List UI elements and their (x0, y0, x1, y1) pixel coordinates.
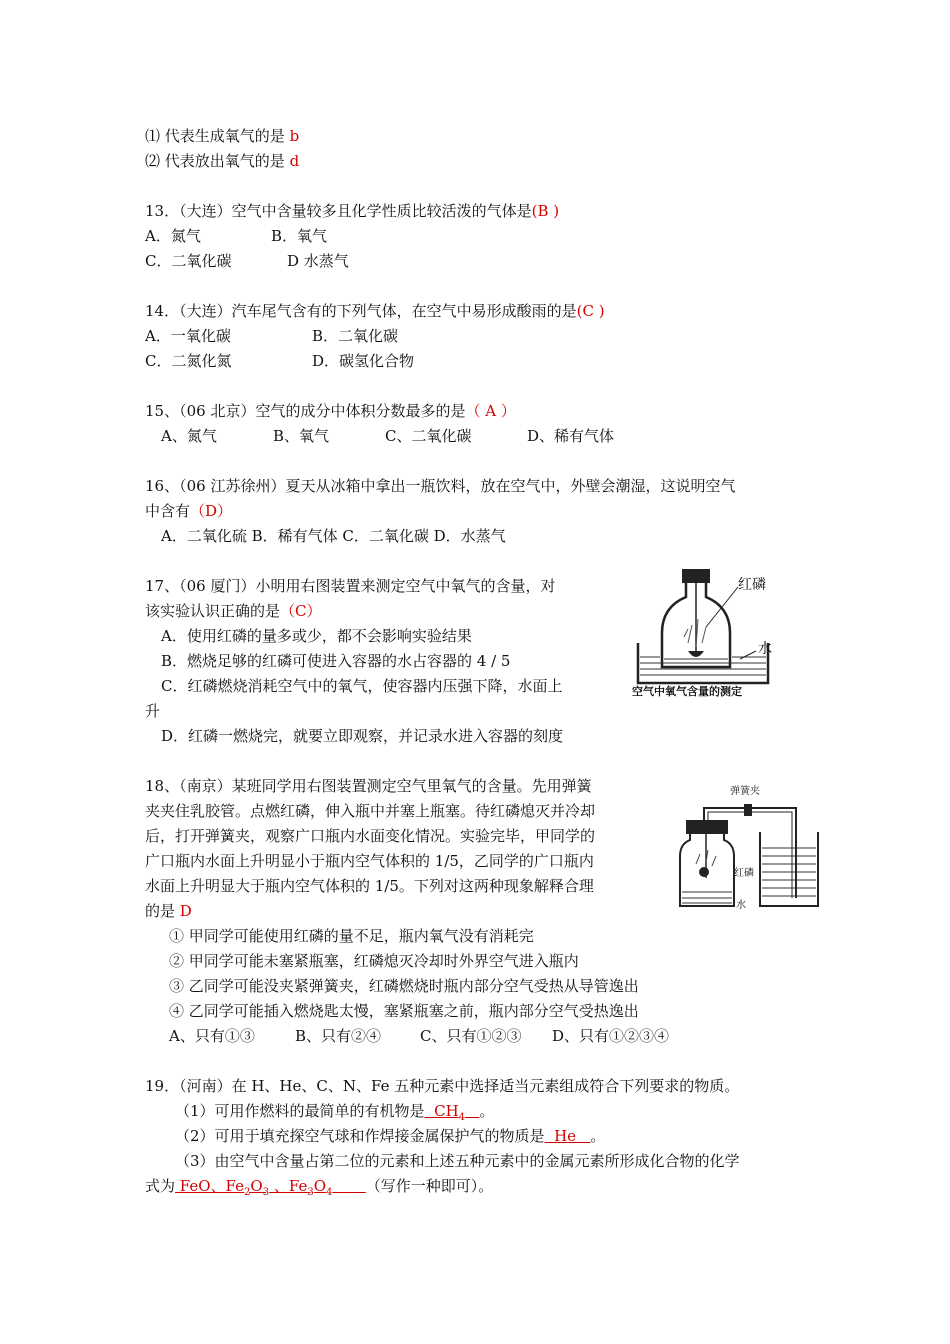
q15-option-a: A、氮气 (161, 427, 217, 445)
q18-answer: D (179, 902, 192, 920)
intro-text-2: ⑵ 代表放出氧气的是 (145, 152, 285, 170)
q19-part-3-answer-line (145, 1174, 810, 1199)
fig1-caption: 空气中氧气含量的测定 (632, 685, 742, 698)
q18-text-5: 水面上升明显大于瓶内空气体积的 1/5。下列对这两种现象解释合理 (145, 877, 594, 895)
q17-option-c-text-2: 升 (145, 702, 161, 720)
q19-ans-part-4: O (313, 1177, 327, 1195)
q15-options (145, 424, 810, 449)
q19-part-3 (145, 1149, 810, 1174)
q19-stem (145, 1074, 810, 1099)
q14-option-b: B．二氧化碳 (312, 327, 399, 345)
q13-stem (145, 199, 810, 224)
q19-part-3-text: （3）由空气中含量占第二位的元素和上述五种元素中的金属元素所形成化合物的化学 (175, 1152, 740, 1170)
q19-ans-sub-4: 4 (326, 1187, 333, 1198)
q18-text-6: 的是 (145, 902, 176, 920)
q19-part-1-end: 。 (479, 1102, 495, 1120)
q18-statement-3-text: ③ 乙同学可能没夹紧弹簧夹，红磷燃烧时瓶内部分空气受热从导管逸出 (169, 977, 639, 995)
fig2-label-clip: 弹簧夹 (730, 786, 760, 797)
q18-statement-4 (145, 999, 810, 1024)
q14-options-row-1 (145, 324, 810, 349)
q16-stem-text-2: 中含有 (145, 502, 191, 520)
fig1-label-red-phosphorus: 红磷 (738, 577, 766, 593)
q19-part-1-answer-main: CH (434, 1102, 459, 1120)
flame-strokes (684, 619, 706, 647)
q13-answer: (B ) (531, 202, 560, 220)
bottle-water (682, 892, 732, 903)
q13-options-row-1 (145, 224, 810, 249)
q19-ans-sub-2: 3 (262, 1187, 270, 1198)
q17-option-c-text: C．红磷燃烧消耗空气中的氧气，使容器内压强下降，水面上 (161, 677, 563, 695)
q17-apparatus-figure (630, 567, 778, 699)
q13-option-c: C．二氧化碳 (145, 252, 232, 270)
stopper2-shape (686, 820, 728, 834)
q19-stem-text: 19．（河南）在 H、He、C、N、Fe 五种元素中选择适当元素组成符合下列要求的物质。 (145, 1077, 740, 1095)
q18-statement-1-text: ① 甲同学可能使用红磷的量不足，瓶内氧气没有消耗完 (169, 927, 534, 945)
q17-option-d (145, 724, 810, 749)
q19-part-2-answer-text: He (554, 1127, 577, 1145)
q17-answer: （C） (280, 602, 322, 620)
q18-option-a: A、只有①③ (169, 1027, 255, 1045)
q15-option-c: C、二氧化碳 (385, 427, 472, 445)
q19-part-3-end: （写作一种即可）。 (365, 1177, 494, 1195)
q14-answer: (C ) (576, 302, 605, 320)
q18-statement-3 (145, 974, 810, 999)
q14-option-d: D．碳氢化合物 (312, 352, 415, 370)
q17-option-c-wrap (145, 699, 810, 724)
q18-text-3: 后，打开弹簧夹，观察广口瓶内水面变化情况。实验完毕，甲同学的 (145, 827, 596, 845)
q15-option-d: D、稀有气体 (527, 427, 615, 445)
q13-option-d: D 水蒸气 (287, 252, 349, 270)
q19-part-1-answer (425, 1102, 480, 1123)
q19-part-3-answer (175, 1177, 366, 1198)
spoon-cup (688, 651, 704, 657)
q19-part-1 (145, 1099, 810, 1124)
q18-options (145, 1024, 810, 1049)
q16-options-text: A．二氧化硫 B．稀有气体 C．二氧化碳 D．水蒸气 (161, 527, 506, 545)
q19-part-2-end: 。 (590, 1127, 606, 1145)
q14-stem-text: 14．（大连）汽车尾气含有的下列气体，在空气中易形成酸雨的是 (145, 302, 577, 320)
q14-option-a: A．一氧化碳 (145, 327, 231, 345)
q18-option-c: C、只有①②③ (420, 1027, 522, 1045)
q19-ans-sub-3: 3 (307, 1187, 314, 1198)
q18-statement-1 (145, 924, 810, 949)
q19-part-1-text: （1）可用作燃料的最简单的有机物是 (175, 1102, 425, 1120)
q18-option-b: B、只有②④ (295, 1027, 382, 1045)
q19-part-2-text: （2）可用于填充探空气球和作焊接金属保护气的物质是 (175, 1127, 545, 1145)
q18-text-1: 18、（南京）某班同学用右图装置测定空气里氧气的含量。先用弹簧 (145, 777, 592, 795)
q19-ans-part-3: 、Fe (269, 1177, 308, 1195)
fig2-label-red-phosphorus: 红磷 (734, 868, 754, 879)
q14-option-c: C．二氮化氮 (145, 352, 232, 370)
q18-apparatus-drawing (672, 782, 820, 910)
phosphorus-dot (699, 867, 709, 877)
intro-line-2 (145, 149, 810, 174)
q16-options (145, 524, 810, 549)
q19-part-3-prefix: 式为 (145, 1177, 176, 1195)
q17-option-a-text: A．使用红磷的量多或少，都不会影响实验结果 (161, 627, 472, 645)
q18-apparatus-figure (672, 782, 820, 910)
q17-stem-text-2: 该实验认识正确的是 (145, 602, 281, 620)
intro-text-1: ⑴ 代表生成氧气的是 (145, 127, 285, 145)
beaker-shape (760, 832, 818, 906)
q19-ans-part-2: O (250, 1177, 263, 1195)
q18-statement-2-text: ② 甲同学可能未塞紧瓶塞，红磷熄灭冷却时外界空气进入瓶内 (169, 952, 579, 970)
q17-option-d-text: D．红磷一燃烧完，就要立即观察，并记录水进入容器的刻度 (161, 727, 564, 745)
q18-statement-4-text: ④ 乙同学可能插入燃烧匙太慢，塞紧瓶塞之前，瓶内部分空气受热逸出 (169, 1002, 639, 1020)
q13-stem-text: 13．（大连）空气中含量较多且化学性质比较活泼的气体是 (145, 202, 532, 220)
q19-part-1-answer-sub: 4 (458, 1112, 466, 1123)
q18-text-2: 夹夹住乳胶管。点燃红磷，伸入瓶中并塞上瓶塞。待红磷熄灭并冷却 (145, 802, 596, 820)
fig2-label-water: 水 (736, 900, 746, 910)
q15-stem (145, 399, 810, 424)
label-pointer-water (740, 651, 756, 659)
q19-part-2-answer (545, 1127, 591, 1145)
beaker-water (762, 848, 816, 896)
q17-option-b-text: B．燃烧足够的红磷可使进入容器的水占容器的 4 / 5 (161, 652, 511, 670)
q17-apparatus-drawing (630, 567, 778, 699)
intro-answer-1: b (289, 127, 300, 145)
q13-option-a: A．氮气 (145, 227, 201, 245)
q15-answer: （ A ） (465, 402, 516, 420)
q17-stem-text-1: 17、（06 厦门）小明用右图装置来测定空气中氧气的含量，对 (145, 577, 556, 595)
q19-ans-sub-1: 2 (244, 1187, 251, 1198)
q15-option-b: B、氧气 (273, 427, 330, 445)
intro-line-1 (145, 124, 810, 149)
stopper-shape (682, 569, 710, 583)
q19-part-2 (145, 1124, 810, 1149)
q18-option-d: D、只有①②③④ (552, 1027, 670, 1045)
q19-ans-part-1: FeO、Fe (179, 1177, 245, 1195)
intro-answer-2: d (289, 152, 300, 170)
fig1-label-water: 水 (758, 641, 772, 657)
q14-stem (145, 299, 810, 324)
q14-options-row-2 (145, 349, 810, 374)
q13-option-b: B．氧气 (271, 227, 328, 245)
q16-answer: （D） (190, 502, 233, 520)
clip-shape (744, 804, 752, 816)
q18-statement-2 (145, 949, 810, 974)
q15-stem-text: 15、（06 北京）空气的成分中体积分数最多的是 (145, 402, 466, 420)
q16-stem-line-2 (145, 499, 810, 524)
q13-options-row-2 (145, 249, 810, 274)
label-pointer-p (706, 587, 738, 627)
q16-stem-text-1: 16、（06 江苏徐州）夏天从冰箱中拿出一瓶饮料，放在空气中，外壁会潮湿，这说明空气 (145, 477, 736, 495)
q18-text-4: 广口瓶内水面上升明显小于瓶内空气体积的 1/5，乙同学的广口瓶内 (145, 852, 594, 870)
q16-stem-line-1 (145, 474, 810, 499)
